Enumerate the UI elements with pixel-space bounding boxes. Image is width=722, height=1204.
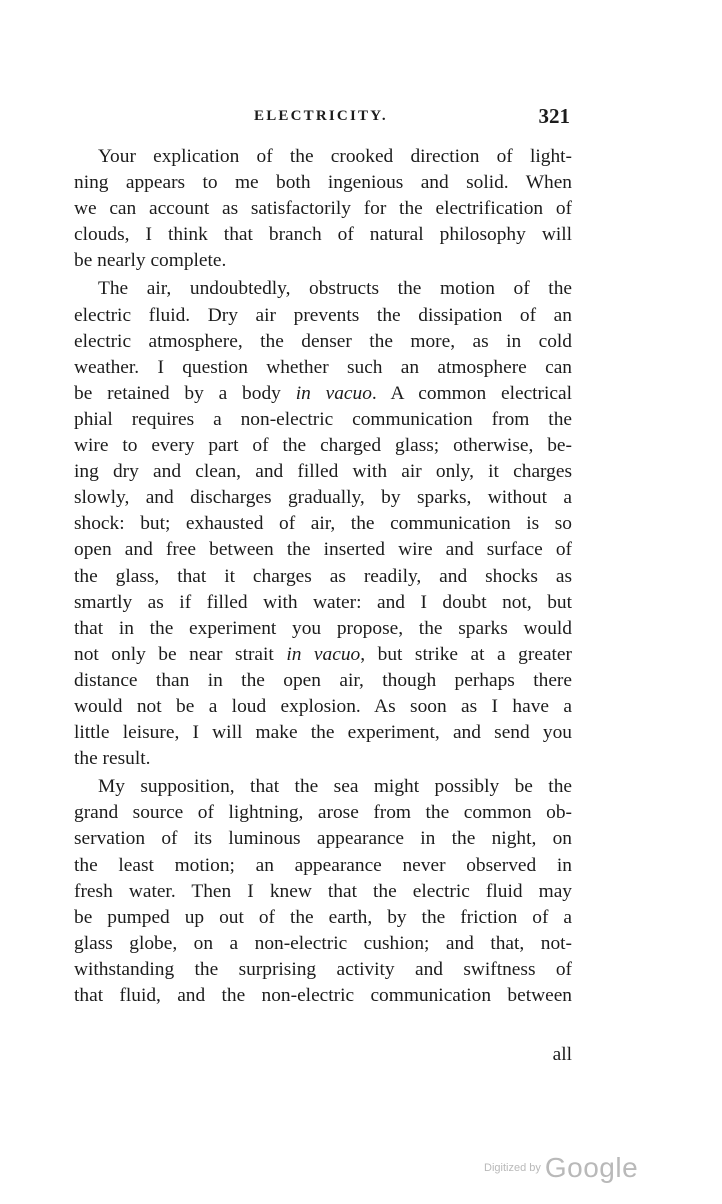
text-line: distance than in the open air, though perhaps there xyxy=(74,669,572,691)
text-line: smartly as if filled with water: and I doubt not, but xyxy=(74,591,572,613)
digitized-by-label: Digitized by xyxy=(484,1162,541,1174)
running-head xyxy=(74,106,574,130)
text-line: the result. xyxy=(74,748,151,770)
text-line: slowly, and discharges gradually, by sparks, without a xyxy=(74,487,572,509)
text-line: the glass, that it charges as readily, and shocks as xyxy=(74,565,572,587)
catchword: all xyxy=(552,1044,572,1065)
text-line: withstanding the surprising activity and swiftness of xyxy=(74,958,572,980)
text-line: that in the experiment you propose, the sparks would xyxy=(74,617,572,639)
text-line: grand source of lightning, arose from the common ob- xyxy=(74,802,572,824)
paragraph-3 xyxy=(74,774,572,1009)
text-line: glass globe, on a non-electric cushion; and that, not- xyxy=(74,932,572,954)
text-line: ing dry and clean, and filled with air only, it charges xyxy=(74,461,572,483)
google-logo: Google xyxy=(544,1152,639,1183)
text-line: My supposition, that the sea might possibly be the xyxy=(98,776,572,798)
text-line: servation of its luminous appearance in the night, on xyxy=(74,828,572,850)
text-line: shock: but; exhausted of air, the communication is so xyxy=(74,513,572,535)
text-line: would not be a loud explosion. As soon as I have a xyxy=(74,695,572,717)
text-line: fresh water. Then I knew that the electric fluid may xyxy=(74,880,572,902)
page-number: 321 xyxy=(538,104,570,128)
text-line: electric fluid. Dry air prevents the dissipation of an xyxy=(74,304,572,326)
text-line: not only be near strait in vacuo, but strike at a greater xyxy=(74,643,572,665)
text-line: ning appears to me both ingenious and solid. When xyxy=(74,172,572,194)
text-line: the least motion; an appearance never observed in xyxy=(74,854,572,876)
text-line: that fluid, and the non-electric communication between xyxy=(74,985,572,1006)
text-line: Your explication of the crooked direction of light- xyxy=(98,146,572,167)
digitized-by-google-watermark xyxy=(484,1152,638,1184)
text-line: phial requires a non-electric communication from the xyxy=(74,408,572,430)
text-line: be retained by a body in vacuo. A common electrical xyxy=(74,382,573,404)
text-line: we can account as satisfactorily for the electrification of xyxy=(74,198,572,220)
text-line: The air, undoubtedly, obstructs the motion of the xyxy=(98,278,572,300)
body-text xyxy=(74,144,572,1009)
text-line: little leisure, I will make the experiment, and send you xyxy=(74,722,572,744)
text-line: electric atmosphere, the denser the more, as in cold xyxy=(74,330,572,352)
text-line: be pumped up out of the earth, by the friction of a xyxy=(74,906,572,928)
text-line: open and free between the inserted wire and surface of xyxy=(74,539,572,561)
paragraph-1 xyxy=(74,144,572,274)
paragraph-2 xyxy=(74,276,572,772)
text-line: clouds, I think that branch of natural philosophy will xyxy=(74,224,572,246)
text-line: wire to every part of the charged glass; otherwise, be- xyxy=(74,435,572,457)
running-title: ELECTRICITY. xyxy=(254,108,388,124)
text-line: weather. I question whether such an atmosphere can xyxy=(74,356,572,378)
text-line: be nearly complete. xyxy=(74,250,227,272)
